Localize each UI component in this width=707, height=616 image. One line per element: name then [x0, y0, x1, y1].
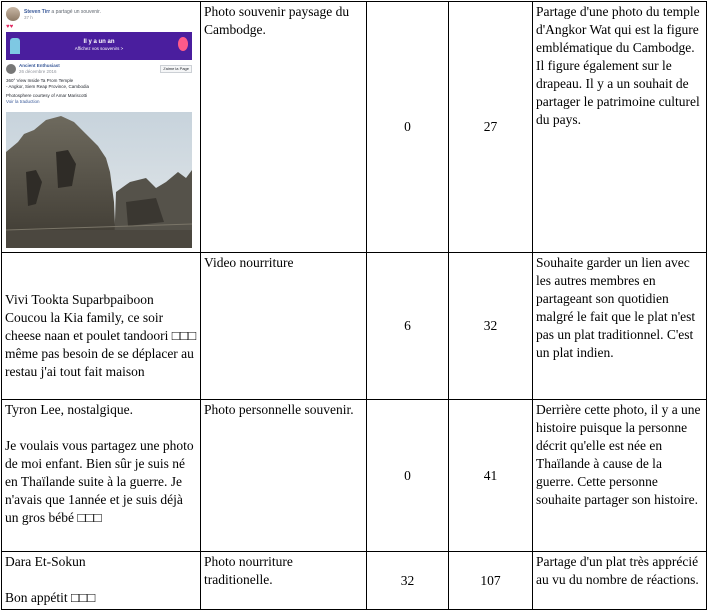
content-type-cell: Video nourriture: [201, 253, 367, 400]
banner-decoration-left: [10, 38, 20, 54]
table-row: [2, 400, 707, 552]
translate-link: Voir la traduction: [6, 99, 40, 104]
count-cell-1: 32: [367, 552, 449, 610]
memory-banner: [6, 32, 192, 60]
caption-line-2: - Angkor, Siem Reap Province, Cambodia: [6, 84, 90, 89]
analysis-cell: Derrière cette photo, il y a une histoire puisque la personne décrit qu'elle est née en Thaïlande à cause de la guerre. Cette personne souhaite partager son histoire.: [533, 400, 707, 552]
content-type-cell: Photo nourriture traditionelle.: [201, 552, 367, 610]
page-avatar: [6, 64, 16, 74]
post-text-cell: Dara Et-Sokun Bon appétit □□□: [2, 552, 201, 610]
table-row: [2, 2, 707, 253]
post-text-cell: Tyron Lee, nostalgique. Je voulais vous partagez une photo de moi enfant. Bien sûr je suis né en Thaïlande suite à la guerre. Je n'avais que 1année et je suis déjà un gros bébé □□□: [2, 400, 201, 552]
analysis-cell: Souhaite garder un lien avec les autres membres en partageant son quotidien malgré le fait que le plat n'est pas un plat traditionnel. C'est un plat indien.: [533, 253, 707, 400]
avatar: [6, 7, 20, 21]
post-action: a partagé un souvenir.: [51, 8, 101, 15]
count-cell-1: 6: [367, 253, 449, 400]
banner-decoration-right: [178, 37, 188, 51]
banner-title: Il y a un an: [83, 39, 115, 45]
count-cell-2: 41: [449, 400, 533, 552]
analysis-cell: Partage d'une photo du temple d'Angkor Wat qui est la figure emblématique du Cambodge. Il figure également sur le drapeau. Il y a un souhait de partager le patrimoine culturel du pays.: [533, 2, 707, 253]
heart-icon: ♥♥: [6, 24, 14, 30]
count-cell-1: 0: [367, 400, 449, 552]
count-cell-2: 107: [449, 552, 533, 610]
caption-line-3: Photosphere courtesy of Amar Mariscotti: [6, 93, 88, 98]
post-thumbnail-cell: [2, 2, 201, 253]
count-cell-2: 32: [449, 253, 533, 400]
count-cell-1: 0: [367, 2, 449, 253]
facebook-post-screenshot: [6, 4, 192, 248]
count-cell-2: 27: [449, 2, 533, 253]
post-author: Steven Tirr: [24, 8, 51, 15]
content-type-cell: Photo personnelle souvenir.: [201, 400, 367, 552]
post-text-cell: Vivi Tookta Suparbpaiboon Coucou la Kia family, ce soir cheese naan et poulet tandoori □□□ même pas besoin de se déplacer au restau j'ai tout fait maison: [2, 253, 201, 400]
page-name: Ancient Enthusiast: [19, 63, 60, 68]
page-date: 26 décembre 2016: [19, 69, 57, 74]
post-time: 37 h: [24, 14, 33, 20]
data-table: [1, 1, 707, 610]
table-row: [2, 552, 707, 610]
caption-line-1: 360° View Inside Ta Prom Temple: [6, 78, 74, 83]
table-row: [2, 253, 707, 400]
temple-photo: [6, 112, 192, 248]
shared-post-card: [6, 63, 192, 105]
analysis-cell: Partage d'un plat très apprécié au vu du nombre de réactions.: [533, 552, 707, 610]
content-type-cell: Photo souvenir paysage du Cambodge.: [201, 2, 367, 253]
like-page-button: J'aime la Page: [160, 65, 192, 73]
banner-subtitle: Affichez vos souvenirs >: [74, 46, 124, 51]
